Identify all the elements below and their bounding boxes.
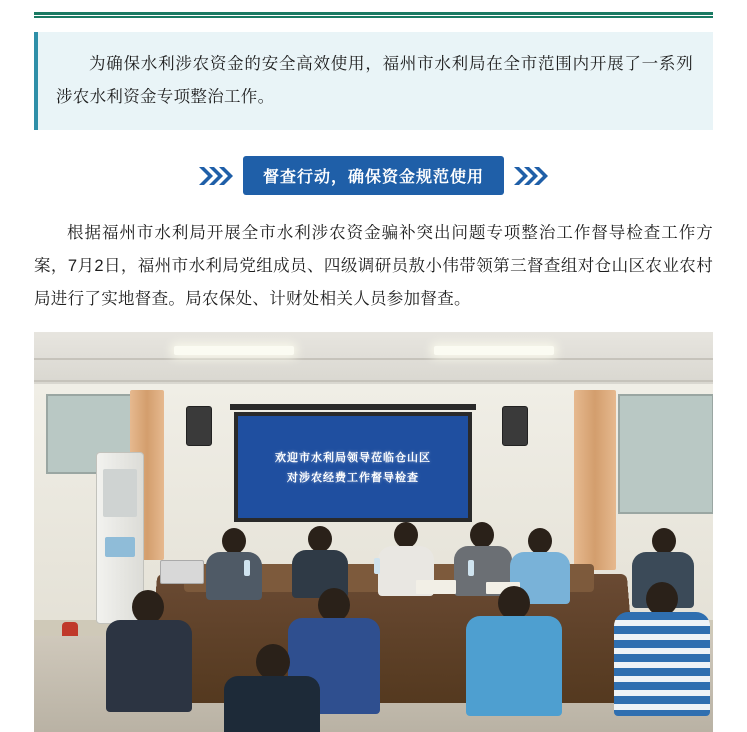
person-head	[646, 582, 678, 616]
meeting-photo	[34, 332, 713, 732]
screen-text-line-1: 欢迎市水利局领导莅临仓山区	[275, 452, 431, 464]
person-far-1	[204, 528, 262, 598]
person-head	[308, 526, 332, 552]
person-body	[106, 620, 192, 712]
photo-scene	[34, 332, 713, 732]
person-body	[224, 676, 320, 732]
top-divider-bar-secondary	[34, 16, 713, 18]
top-divider	[34, 12, 713, 18]
document-paper	[416, 580, 456, 594]
section-heading-label: 督查行动，确保资金规范使用	[243, 156, 504, 195]
chevron-right-icon	[514, 167, 548, 185]
intro-callout	[34, 32, 713, 130]
person-head	[132, 590, 164, 624]
person-head	[470, 522, 494, 548]
person-head	[222, 528, 246, 554]
person-near-1	[106, 590, 192, 710]
person-near-5	[224, 644, 320, 732]
ceiling-light	[434, 346, 554, 355]
speaker-right	[502, 406, 528, 446]
person-head	[318, 588, 350, 622]
person-head	[528, 528, 552, 554]
top-divider-bar-primary	[34, 12, 713, 15]
ceiling-seam	[34, 358, 713, 360]
water-bottle	[374, 558, 380, 574]
person-near-3	[466, 586, 562, 714]
air-conditioner-vent	[103, 469, 137, 517]
curtain-right	[574, 390, 616, 570]
ceiling-light	[174, 346, 294, 355]
window-right	[618, 394, 713, 514]
person-body	[466, 616, 562, 716]
person-body	[614, 612, 710, 716]
projector-screen	[234, 412, 472, 522]
body-paragraph: 根据福州市水利局开展全市水利涉农资金骗补突出问题专项整治工作督导检查工作方案，7月2日，福州市水利局党组成员、四级调研员敖小伟带领第三督查组对仓山区农业农村局进行了实地督查。局农保处、计财处相关人员参加督查。	[34, 224, 713, 308]
article-page	[0, 12, 747, 702]
person-head	[256, 644, 290, 680]
person-head	[652, 528, 676, 554]
water-bottle	[468, 560, 474, 576]
person-head	[498, 586, 530, 620]
chevron-left-icon	[199, 167, 233, 185]
person-body	[206, 552, 262, 600]
speaker-left	[186, 406, 212, 446]
intro-text: 为确保水利涉农资金的安全高效使用，福州市水利局在全市范围内开展了一系列涉农水利资金专项整治工作。	[56, 55, 693, 106]
laptop	[160, 560, 204, 584]
screen-text-line-2: 对涉农经费工作督导检查	[287, 472, 419, 484]
projector-screen-frame	[230, 404, 476, 410]
person-near-4	[614, 582, 710, 714]
water-bottle	[244, 560, 250, 576]
section-heading	[34, 156, 713, 195]
person-head	[394, 522, 418, 548]
ceiling-seam	[34, 380, 713, 382]
person-far-2	[292, 526, 348, 596]
air-conditioner-panel	[105, 537, 135, 557]
